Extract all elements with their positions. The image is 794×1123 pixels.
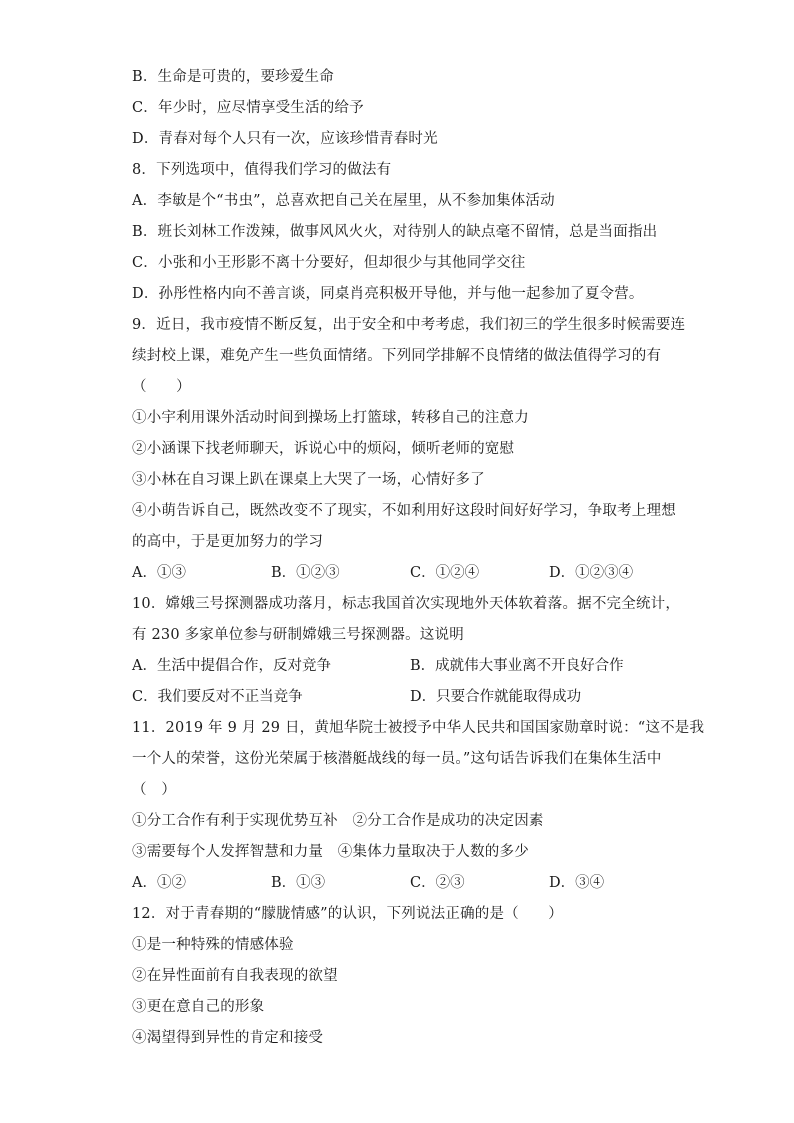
- q9-statement-4-line1: ④小萌告诉自己，既然改变不了现实，不如利用好这段时间好好学习，争取考上理想: [132, 503, 676, 519]
- q12-statement-2: ②在异性面前有自我表现的欲望: [132, 968, 338, 984]
- q8-option-a: A．李敏是个“书虫”，总喜欢把自己关在屋里，从不参加集体活动: [132, 193, 555, 209]
- q11-option-b: B．①③: [271, 875, 326, 891]
- q9-answer-blank: （ ）: [132, 379, 191, 395]
- q10-options-row1: [132, 651, 734, 682]
- q9-stem-line1: 9．近日，我市疫情不断反复，出于安全和中考考虑，我们初三的学生很多时候需要连: [132, 317, 686, 333]
- q11-statements-3-4: ③需要每个人发挥智慧和力量 ④集体力量取决于人数的多少: [132, 844, 529, 860]
- q11-stem-line2: 一个人的荣誉，这份光荣属于核潜艇战线的每一员。”这句话告诉我们在集体生活中: [132, 751, 662, 767]
- q7-option-d: D．青春对每个人只有一次，应该珍惜青春时光: [132, 131, 438, 147]
- q11-options: [132, 868, 734, 899]
- q11-stem-line1: 11．2019 年 9 月 29 日，黄旭华院士被授予中华人民共和国国家勋章时说：“这不是我: [132, 720, 705, 736]
- q7-option-b: B．生命是可贵的，要珍爱生命: [132, 69, 334, 85]
- q11-answer-blank: （ ）: [132, 782, 177, 798]
- q10-option-d: D．只要合作就能取得成功: [410, 689, 582, 705]
- q12-stem: 12．对于青春期的“朦胧情感”的认识，下列说法正确的是（ ）: [132, 906, 563, 922]
- q9-option-d: D．①②③④: [549, 565, 634, 581]
- q9-statement-4-line2: 的高中，于是更加努力的学习: [132, 534, 324, 550]
- q10-option-c: C．我们要反对不正当竞争: [132, 689, 303, 705]
- q11-option-a: A．①②: [132, 875, 186, 891]
- q9-options: [132, 558, 734, 589]
- q10-options-row2: [132, 682, 734, 713]
- q8-option-b: B．班长刘林工作泼辣，做事风风火火，对待别人的缺点毫不留情，总是当面指出: [132, 224, 658, 240]
- q11-option-c: C．②③: [410, 875, 465, 891]
- q9-statement-2: ②小涵课下找老师聊天，诉说心中的烦闷，倾听老师的宽慰: [132, 441, 515, 457]
- q9-option-a: A．①③: [132, 565, 186, 581]
- q9-option-c: C．①②④: [410, 565, 480, 581]
- q12-statement-3: ③更在意自己的形象: [132, 999, 265, 1015]
- q8-stem: 8．下列选项中，值得我们学习的做法有: [132, 162, 392, 178]
- q12-statement-4: ④渴望得到异性的肯定和接受: [132, 1030, 324, 1046]
- q11-statements-1-2: ①分工合作有利于实现优势互补 ②分工合作是成功的决定因素: [132, 813, 544, 829]
- q9-statement-3: ③小林在自习课上趴在课桌上大哭了一场，心情好多了: [132, 472, 485, 488]
- q11-option-d: D．③④: [549, 875, 605, 891]
- q8-option-c: C．小张和小王形影不离十分要好，但却很少与其他同学交往: [132, 255, 526, 271]
- q10-option-a: A．生活中提倡合作，反对竞争: [132, 658, 331, 674]
- q10-option-b: B．成就伟大事业离不开良好合作: [410, 658, 624, 674]
- q7-option-c: C．年少时，应尽情享受生活的给予: [132, 100, 364, 116]
- q9-stem-line2: 续封校上课，难免产生一些负面情绪。下列同学排解不良情绪的做法值得学习的有: [132, 348, 662, 364]
- q9-option-b: B．①②③: [271, 565, 340, 581]
- q12-statement-1: ①是一种特殊的情感体验: [132, 937, 294, 953]
- q10-stem-line2: 有 230 多家单位参与研制嫦娥三号探测器。这说明: [132, 627, 464, 643]
- q9-statement-1: ①小宇利用课外活动时间到操场上打篮球，转移自己的注意力: [132, 410, 529, 426]
- q8-option-d: D．孙彤性格内向不善言谈，同桌肖亮积极开导他，并与他一起参加了夏令营。: [132, 286, 644, 302]
- q10-stem-line1: 10．嫦娥三号探测器成功落月，标志我国首次实现地外天体软着落。据不完全统计，: [132, 596, 681, 612]
